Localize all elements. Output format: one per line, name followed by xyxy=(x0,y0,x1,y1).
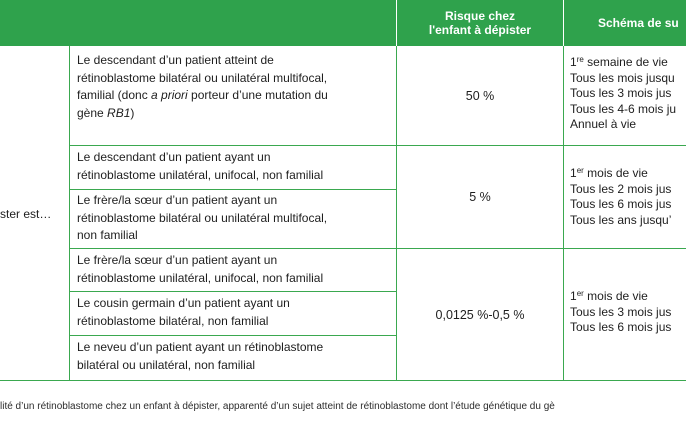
cell-line: rétinoblastome bilatéral, non familial xyxy=(77,313,269,328)
schedule-sup: er xyxy=(576,166,584,175)
header-schema xyxy=(564,0,686,46)
cell-line xyxy=(77,87,396,105)
schedule-line: Tous les 3 mois jus xyxy=(570,304,672,319)
table-cell-sibling-unifocal xyxy=(69,252,396,287)
schedule-line: Tous les 3 mois jus xyxy=(570,86,672,100)
schedule-cell xyxy=(564,166,671,228)
schedule-text: 1 xyxy=(570,55,577,69)
grid-line xyxy=(69,145,686,146)
schedule-line: Tous les 6 mois jus xyxy=(570,197,672,211)
cell-line: Le neveu d’un patient ayant un rétinoblastome xyxy=(77,340,324,354)
cell-line: bilatéral ou unilatéral, non familial xyxy=(77,357,256,372)
cell-line: rétinoblastome unilatéral, unifocal, non familial xyxy=(77,167,324,182)
schedule-text: mois de vie xyxy=(583,289,648,303)
grid-line xyxy=(69,189,396,190)
schedule-cell xyxy=(564,289,671,336)
cell-text: gène xyxy=(77,105,108,120)
table-cell-nephew xyxy=(69,339,396,374)
header-risk xyxy=(397,0,563,46)
cell-text: ) xyxy=(130,105,135,120)
risk-value: 0,0125 %-0,5 % xyxy=(435,307,525,322)
cell-line: Le descendant d’un patient ayant un xyxy=(77,150,271,164)
grid-line xyxy=(0,380,686,381)
header-risk-label: Risque chez l'enfant à dépister xyxy=(428,9,532,37)
cell-line: rétinoblastome bilatéral ou unilatéral multifocal, xyxy=(77,210,328,225)
cell-line: rétinoblastome bilatéral ou unilatéral multifocal, xyxy=(77,70,328,85)
schedule-line: Tous les mois jusqu xyxy=(570,70,675,85)
schedule-line xyxy=(570,55,676,71)
schedule-line: Tous les 2 mois jus xyxy=(570,181,672,196)
schedule-line xyxy=(570,289,671,305)
cell-line: Le cousin germain d’un patient ayant un xyxy=(77,296,290,310)
schedule-sup: er xyxy=(576,289,584,298)
schedule-text: mois de vie xyxy=(583,166,648,180)
cell-line: Le descendant d’un patient atteint de xyxy=(77,53,274,67)
grid-line xyxy=(69,335,396,336)
cell-text: familial (donc xyxy=(77,88,152,102)
risk-value: 5 % xyxy=(469,190,491,204)
cell-line: rétinoblastome unilatéral, unifocal, non familial xyxy=(77,270,324,285)
schedule-line xyxy=(570,166,671,182)
table-footnote: lité d’un rétinoblastome chez un enfant à dépister, apparenté d’un sujet atteint de rétinoblastome dont l’étude génétique du gè xyxy=(0,401,555,412)
schedule-text: semaine de vie xyxy=(583,55,668,69)
cell-text: porteur d’une mutation du xyxy=(187,88,328,102)
table-cell-descendant-familial xyxy=(69,52,396,122)
table-cell-sibling-multifocal xyxy=(69,192,396,245)
cell-text-italic: a priori xyxy=(151,88,188,102)
grid-line xyxy=(69,248,686,249)
header-schema-label: Schéma de su xyxy=(598,16,679,30)
schedule-text: 1 xyxy=(570,166,577,180)
row-group-label: ster est… xyxy=(0,207,52,221)
table-cell-descendant-unifocal xyxy=(69,149,396,184)
cell-line: non familial xyxy=(77,228,138,242)
schedule-text: 1 xyxy=(570,289,577,303)
cell-line xyxy=(77,105,396,123)
schedule-line: Annuel à vie xyxy=(570,117,637,131)
cell-line: Le frère/la sœur d’un patient ayant un xyxy=(77,253,278,267)
schedule-sup: re xyxy=(576,55,584,64)
table-cell-cousin xyxy=(69,295,396,330)
schedule-cell xyxy=(564,55,676,133)
cell-text-italic: RB1 xyxy=(107,105,131,120)
risk-value: 50 % xyxy=(465,88,495,103)
schedule-line: Tous les 4-6 mois ju xyxy=(570,101,677,116)
grid-line xyxy=(69,291,396,292)
schedule-line: Tous les ans jusqu’ xyxy=(570,212,672,227)
cell-line: Le frère/la sœur d’un patient ayant un xyxy=(77,193,278,207)
schedule-line: Tous les 6 mois jus xyxy=(570,320,672,334)
